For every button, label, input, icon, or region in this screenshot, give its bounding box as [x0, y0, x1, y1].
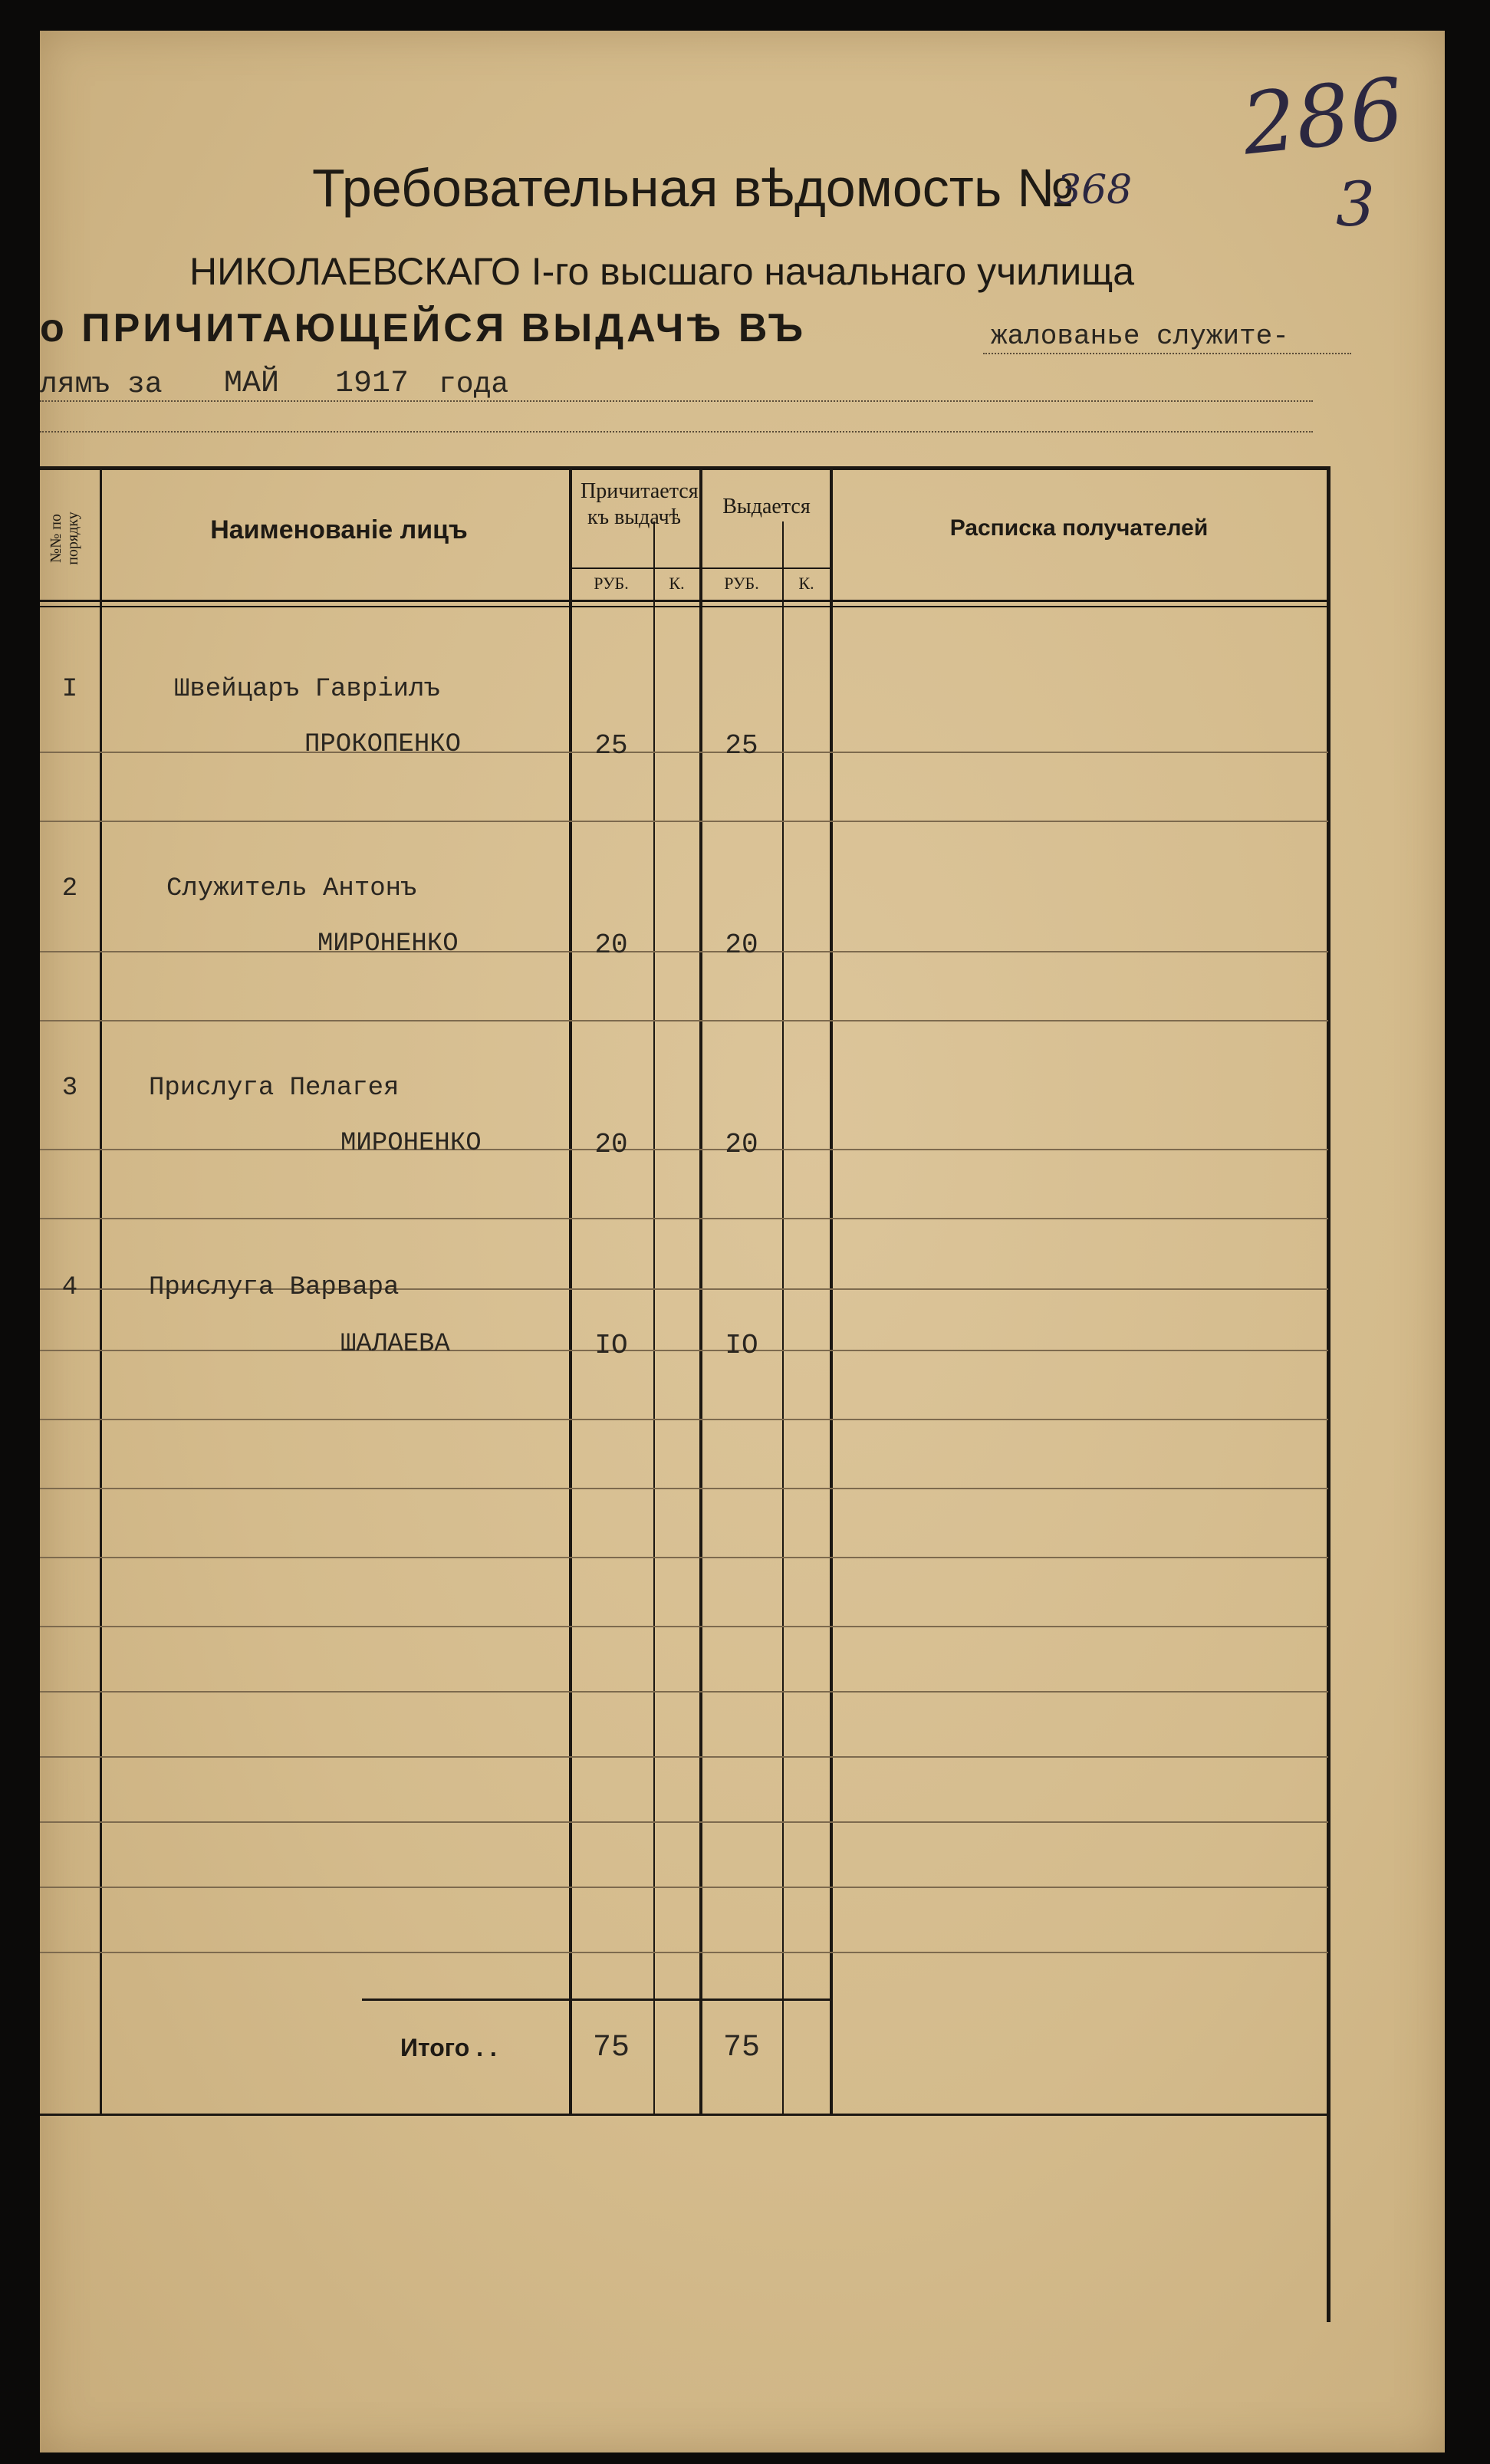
kop-label: К. [669, 574, 685, 593]
row-surname: ПРОКОПЕНКО [304, 730, 462, 759]
total-issued: 75 [722, 2031, 760, 2065]
col-name-header: Наименованіе лицъ [210, 515, 468, 544]
row-line [40, 1626, 1328, 1627]
col-border [699, 466, 702, 2114]
total-due: 75 [592, 2031, 630, 2065]
row-line [40, 1821, 1328, 1823]
row-line [40, 1020, 1328, 1021]
row-line [40, 1488, 1328, 1489]
fill-line [983, 353, 1351, 354]
row-number: 2 [61, 874, 78, 903]
header-line3-printed: о ПРИЧИТАЮЩЕЙСЯ ВЫДАЧѢ ВЪ [40, 306, 807, 350]
fill-line [40, 400, 1313, 402]
row-due-rub: 25 [594, 730, 628, 762]
total-rule [362, 1999, 831, 2001]
header-month: МАЙ [224, 367, 280, 401]
document-number: 368 [1056, 167, 1133, 213]
col-border [782, 521, 784, 2114]
row-position-name: Служитель Антонъ [166, 874, 417, 903]
rub-label: РУБ. [594, 574, 629, 593]
row-number: 4 [61, 1273, 78, 1302]
document-sheet [40, 31, 1445, 2452]
row-surname: МИРОНЕНКО [340, 1129, 482, 1158]
row-position-name: Прислуга Пелагея [149, 1074, 400, 1103]
col-border [830, 466, 833, 2114]
kop-label: К. [798, 574, 814, 593]
table-bottom-border [40, 2114, 1328, 2116]
row-line [40, 1149, 1328, 1150]
row-surname: ШАЛАЕВА [340, 1330, 450, 1359]
school-name: НИКОЛАЕВСКАГО І-го высшаго начальнаго училища [189, 250, 1135, 293]
rub-label: РУБ. [724, 574, 759, 593]
total-label: Итого . . [400, 2034, 497, 2061]
header-rule [40, 600, 1328, 602]
row-due-rub: 20 [594, 929, 628, 961]
header-rule [40, 606, 1328, 607]
row-line [40, 821, 1328, 822]
fill-line [40, 431, 1313, 433]
header-line4-filled: лямъ за [40, 368, 163, 401]
row-line [40, 1218, 1328, 1219]
page-number-main: 286 [1237, 59, 1409, 174]
col-border [569, 466, 572, 2114]
row-position-name: Швейцаръ Гавріилъ [174, 675, 440, 704]
table-top-border [40, 466, 1328, 470]
col-receipt-header: Расписка получателей [949, 515, 1209, 541]
row-due-rub: 20 [594, 1129, 628, 1160]
row-line [40, 951, 1328, 952]
row-line [40, 1419, 1328, 1420]
row-line [40, 1350, 1328, 1351]
row-issued-rub: 20 [725, 929, 758, 961]
col-border [100, 466, 102, 2114]
col-num-header: №№ по порядку [48, 512, 81, 565]
row-issued-rub: IO [725, 1330, 758, 1361]
row-line [40, 1952, 1328, 1953]
row-number: I [61, 675, 78, 704]
row-number: 3 [61, 1074, 78, 1103]
row-line [40, 1756, 1328, 1758]
row-due-rub: IO [594, 1330, 628, 1361]
header-year: 1917 [335, 367, 410, 401]
row-line [40, 1557, 1328, 1558]
row-line [40, 1691, 1328, 1693]
row-issued-rub: 20 [725, 1129, 758, 1160]
row-position-name: Прислуга Варвара [149, 1273, 400, 1302]
document-title: Требовательная вѣдомость № [312, 158, 1074, 218]
row-line [40, 752, 1328, 753]
row-issued-rub: 25 [725, 730, 758, 762]
page-number-sub: 3 [1336, 169, 1375, 240]
row-surname: МИРОНЕНКО [317, 929, 459, 959]
row-line [40, 1887, 1328, 1888]
col-border [653, 521, 655, 2114]
header-year-suffix: года [439, 368, 509, 401]
header-line3-filled: жалованье служите- [991, 321, 1289, 352]
subheader-rule [569, 567, 830, 569]
table-right-border [1327, 466, 1330, 2322]
col-issued-header: Выдается [722, 495, 811, 518]
col-due-header: Причитается къ выдачѣ [581, 479, 699, 529]
